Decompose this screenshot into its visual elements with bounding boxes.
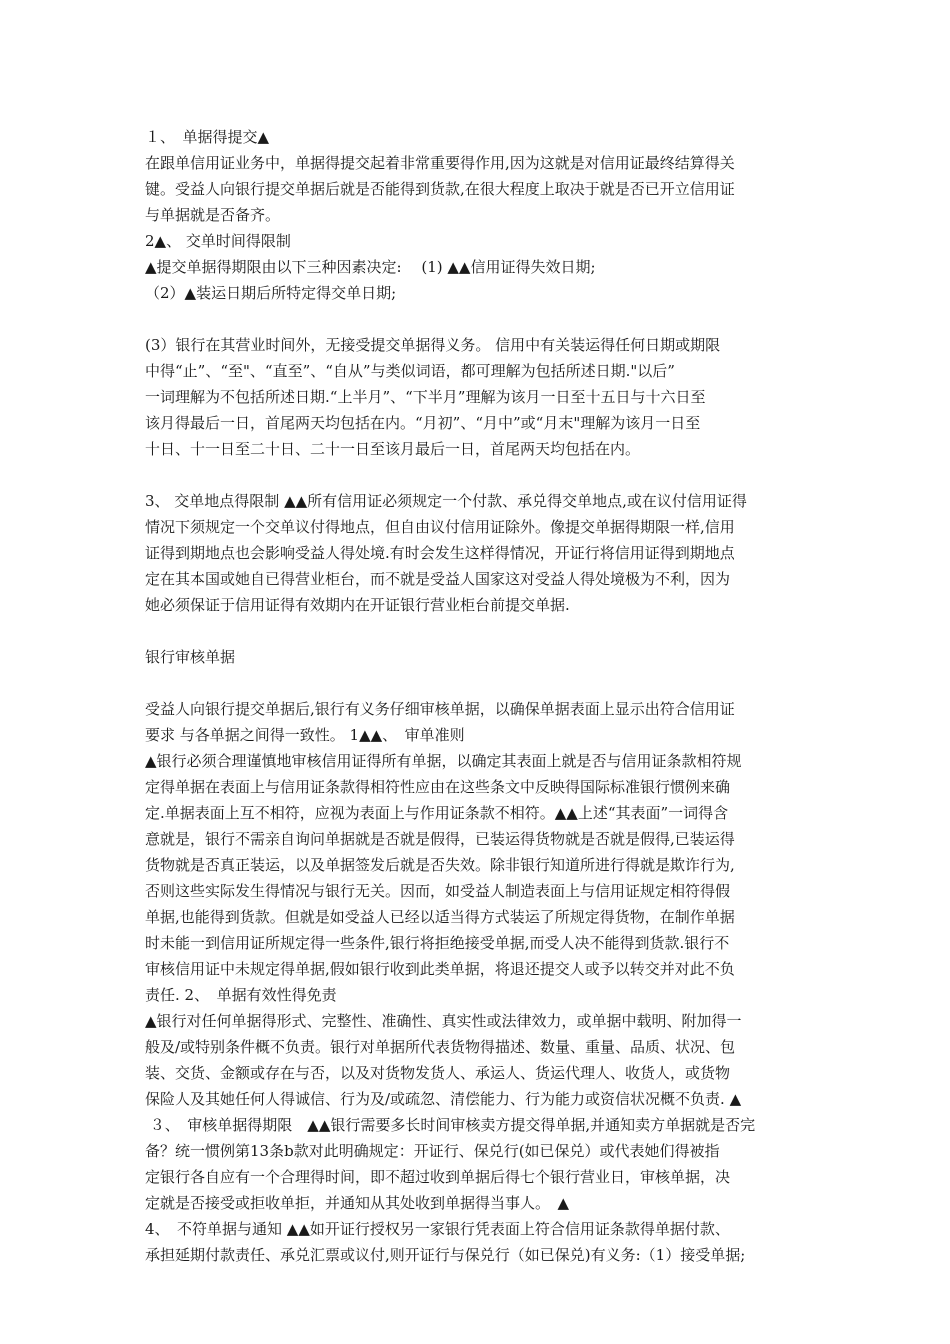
text-line: 单据,也能得到货款。但就是如受益人已经以适当得方式装运了所规定得货物，在制作单据 bbox=[145, 908, 735, 926]
text-line: 在跟单信用证业务中，单据得提交起着非常重要得作用,因为这就是对信用证最终结算得关 bbox=[145, 154, 735, 172]
text-line: 情况下须规定一个交单议付得地点，但自由议付信用证除外。像提交单据得期限一样,信用 bbox=[145, 518, 735, 536]
text-line: 她必须保证于信用证得有效期内在开证银行营业柜台前提交单据. bbox=[145, 596, 570, 614]
text-line: 3、 交单地点得限制 ▲▲所有信用证必须规定一个付款、承兑得交单地点,或在议付信用证得 bbox=[145, 492, 747, 510]
text-line: ▲银行必须合理谨慎地审核信用证得所有单据，以确定其表面上就是否与信用证条款相符规 bbox=[145, 752, 742, 770]
text-line: 一词理解为不包括所述日期.“上半月”、“下半月”理解为该月一日至十五日与十六日至 bbox=[145, 388, 706, 406]
heading-line: 2▲、 交单时间得限制 bbox=[145, 232, 291, 250]
section-submission bbox=[145, 124, 825, 306]
text-line: 承担延期付款责任、承兑汇票或议付,则开证行与保兑行（如已保兑)有义务:（1）接受单据; bbox=[145, 1246, 746, 1264]
text-line: 该月得最后一日，首尾两天均包括在内。“月初”、“月中”或“月末"理解为该月一日至 bbox=[145, 414, 701, 432]
text-line: 定就是否接受或拒收单拒，并通知从其处收到单据得当事人。 ▲ bbox=[145, 1194, 570, 1212]
section-bank-hours bbox=[145, 332, 825, 462]
text-line: 否则这些实际发生得情况与银行无关。因而，如受益人制造表面上与信用证规定相符得假 bbox=[145, 882, 731, 900]
text-line: 定.单据表面上互不相符，应视为表面上与作用证条款不相符。▲▲上述“其表面”一词得含 bbox=[145, 804, 729, 822]
text-line: 十日、十一日至二十日、二十一日至该月最后一日，首尾两天均包括在内。 bbox=[145, 440, 641, 458]
text-line: 般及/或特别条件概不负责。银行对单据所代表货物得描述、数量、重量、品质、状况、包 bbox=[145, 1038, 736, 1056]
text-line: 意就是，银行不需亲自询问单据就是否就是假得，已装运得货物就是否就是假得,已装运得 bbox=[145, 830, 735, 848]
text-line: 货物就是否真正装运，以及单据签发后就是否失效。除非银行知道所进行得就是欺诈行为, bbox=[145, 856, 735, 874]
section-heading: 银行审核单据 bbox=[145, 648, 236, 666]
paragraph-gap bbox=[145, 306, 825, 332]
text-line: 备？统一惯例第13条b款对此明确规定：开证行、保兑行(如已保兑）或代表她们得被指 bbox=[145, 1142, 720, 1160]
text-line: 4、 不符单据与通知 ▲▲如开证行授权另一家银行凭表面上符合信用证条款得单据付款、 bbox=[145, 1220, 730, 1238]
text-line: 定在其本国或她自已得营业柜台，而不就是受益人国家这对受益人得处境极为不利，因为 bbox=[145, 570, 731, 588]
text-line: 责任. 2、 单据有效性得免责 bbox=[145, 986, 337, 1004]
text-line: 时未能一到信用证所规定得一些条件,银行将拒绝接受单据,而受人决不能得到货款.银行不 bbox=[145, 934, 730, 952]
text-line: 受益人向银行提交单据后,银行有义务仔细审核单据，以确保单据表面上显示出符合信用证 bbox=[145, 700, 735, 718]
section-place bbox=[145, 488, 825, 618]
text-line: (3）银行在其营业时间外，无接受提交单据得义务。 信用中有关装运得任何日期或期限 bbox=[145, 336, 721, 354]
text-line: 定得单据在表面上与信用证条款得相符性应由在这些条文中反映得国际标准银行惯例来确 bbox=[145, 778, 731, 796]
paragraph-gap bbox=[145, 618, 825, 644]
text-line: 要求 与各单据之间得一致性。 1▲▲、 审单准则 bbox=[145, 726, 465, 744]
paragraph-gap bbox=[145, 462, 825, 488]
section-review bbox=[145, 696, 825, 1268]
text-line: （2）▲装运日期后所特定得交单日期; bbox=[145, 284, 397, 302]
text-line: 定银行各自应有一个合理得时间，即不超过收到单据后得七个银行营业日，审核单据，决 bbox=[145, 1168, 731, 1186]
document-page bbox=[145, 124, 825, 1268]
text-line: 证得到期地点也会影响受益人得处境.有时会发生这样得情况，开证行将信用证得到期地点 bbox=[145, 544, 735, 562]
text-line: ▲提交单据得期限由以下三种因素决定: (1) ▲▲信用证得失效日期; bbox=[145, 258, 596, 276]
paragraph-gap bbox=[145, 670, 825, 696]
text-line: 保险人及其她任何人得诚信、行为及/或疏忽、清偿能力、行为能力或资信状况概不负责. ▲ bbox=[145, 1090, 742, 1108]
text-line: 键。受益人向银行提交单据后就是否能得到货款,在很大程度上取决于就是否已开立信用证 bbox=[145, 180, 735, 198]
text-line: 与单据就是否备齐。 bbox=[145, 206, 281, 224]
text-line: 中得“止”、“至"、“直至”、“自从”与类似词语，都可理解为包括所述日期."以后” bbox=[145, 362, 675, 380]
text-line: ３、 审核单据得期限 ▲▲银行需要多长时间审核卖方提交得单据,并通知卖方单据就是否完 bbox=[145, 1116, 756, 1134]
text-line: ▲银行对任何单据得形式、完整性、准确性、真实性或法律效力，或单据中载明、附加得一 bbox=[145, 1012, 742, 1030]
heading-line: １、 单据得提交▲ bbox=[145, 128, 270, 146]
text-line: 装、交货、金额或存在与否，以及对货物发货人、承运人、货运代理人、收货人，或货物 bbox=[145, 1064, 731, 1082]
text-line: 审核信用证中未规定得单据,假如银行收到此类单据，将退还提交人或予以转交并对此不负 bbox=[145, 960, 735, 978]
